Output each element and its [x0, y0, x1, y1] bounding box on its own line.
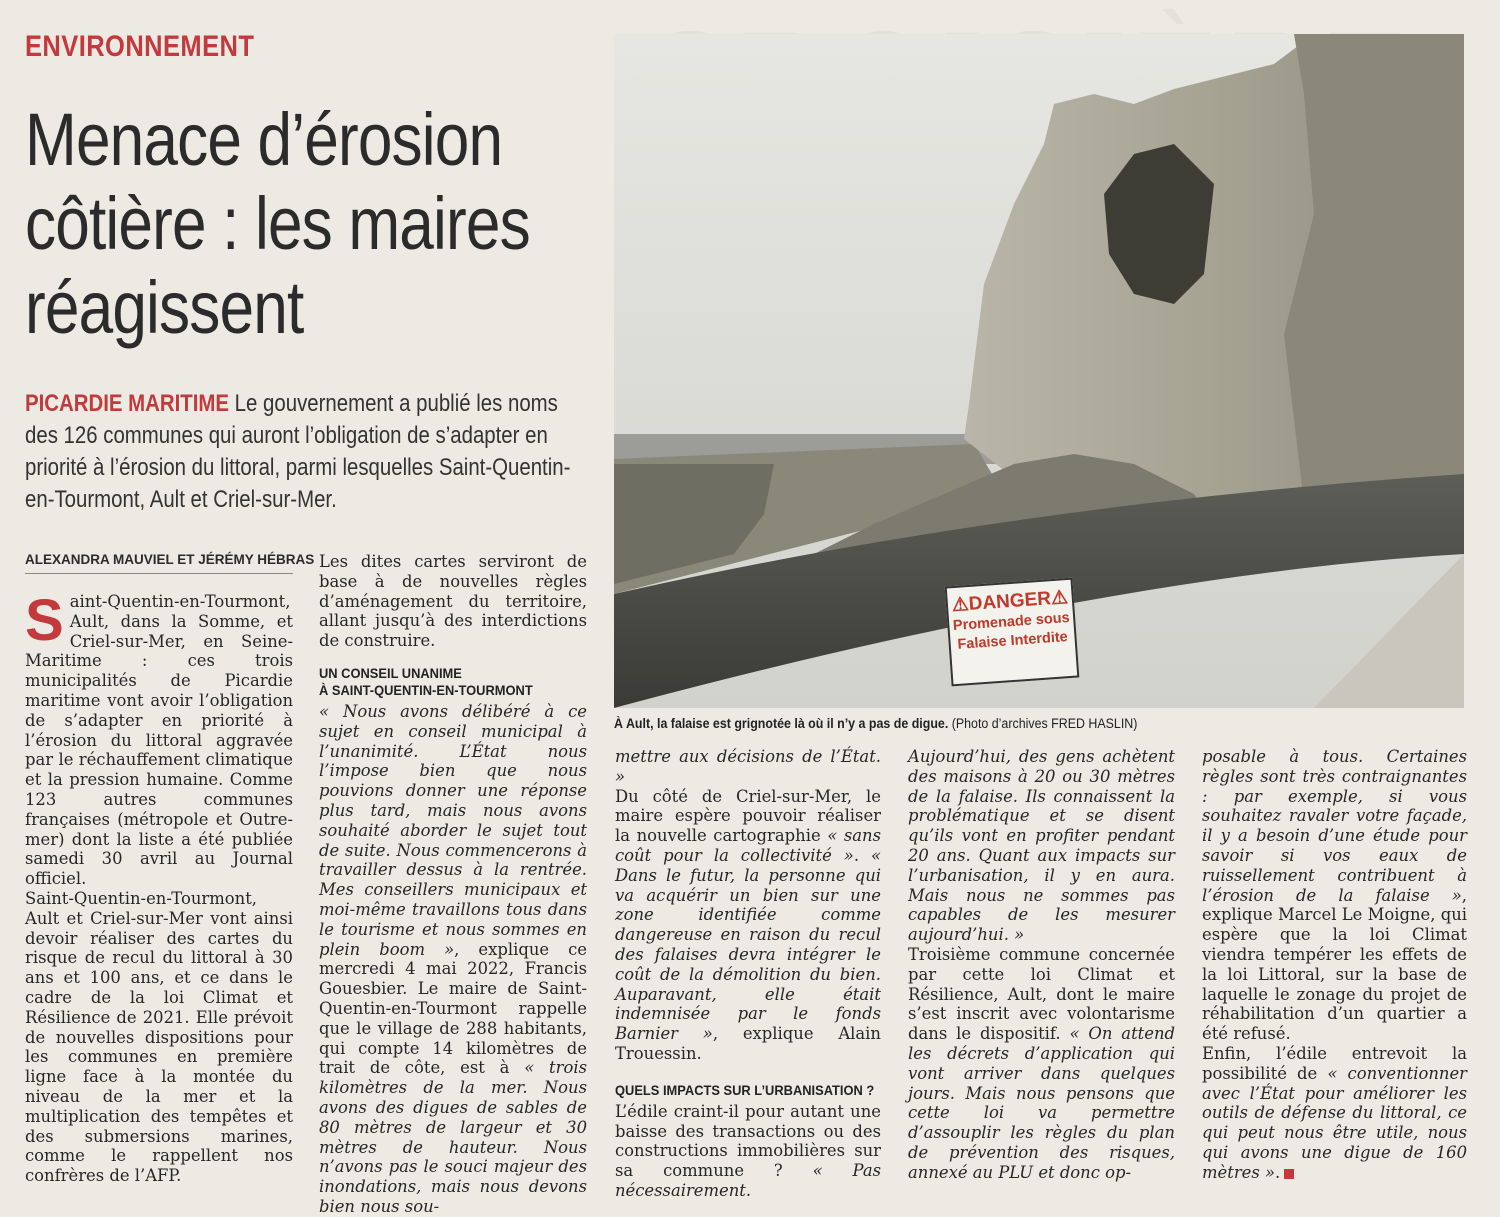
quote: posable à tous. Certaines règles sont très contraignantes : par exemple, si vous souhaitez ravaler votre façade, il y a besoin d’une étude pour savoir si vos eaux de ruissellement contribuent à l’érosion de la falaise » [1202, 747, 1467, 905]
paragraph [319, 702, 587, 1217]
danger-sign [945, 578, 1080, 687]
quote: « On attend les décrets d’application qui vont arriver dans quelques jours. Mais nous pensons que cette loi va permettre d’assouplir les règles du plan de prévention des risques, annexé au PLU et donc op- [908, 1024, 1175, 1182]
quote: « Dans le futur, la personne qui va acquérir un bien sur une zone identifiée comme dangereuse en raison du recul des falaises devra intégrer le coût de la démolition du bien. Auparavant, elle était indemnisée par le fonds Barnier » [615, 845, 882, 1044]
headline [25, 98, 529, 350]
sign-line-3: Falaise Interdite [957, 629, 1069, 653]
quote: « conventionner avec l’État pour améliorer les outils de défense du littoral, ce qui peut nous être utile, nous qui avons une digue de 160 mètres » [1202, 1063, 1468, 1182]
caption-credit: (Photo d’archives FRED HASLIN) [948, 716, 1138, 731]
paragraph-text: , explique Alain Trouessin. [615, 1024, 881, 1063]
quote: Aujourd’hui, des gens achètent des maisons à 20 ou 30 mètres de la falaise. Ils connaissent la problématique et se disent qu’ils vont en profiter pendant 20 ans. Quant aux impacts sur l’urbanisation, il y en aura. Mais nous ne sommes pas capables de les mesurer aujourd’hui. » [908, 747, 1175, 945]
byline: ALEXANDRA MAUVIEL ET JÉRÉMY HÉBRAS [25, 552, 293, 574]
paragraph [615, 747, 881, 787]
paragraph-text: , explique ce mercredi 4 mai 2022, Francis Gouesbier. Le maire de Saint-Quentin-en-Tourmont rappelle que le village de 288 habitants, qui compte 14 kilomètres de trait de côte, est à [319, 939, 587, 1078]
sign-line-1: ⚠DANGER⚠ [951, 587, 1069, 617]
masonry-wall [1284, 34, 1464, 534]
article-column-4 [908, 747, 1175, 1183]
headline-line-1: Menace d’érosion [25, 98, 503, 181]
quote: « Nous avons délibéré à ce sujet en conseil municipal à l’unanimité. L’État nous l’impose bien que nous pouvions donner une réponse plus tard, mais nous avons souhaité aborder le sujet tout de suite. Nous commencerons à travailler dessus à la rentrée. Mes conseillers municipaux et moi-même travaillons tous dans le tourisme et nous sommes en plein boom » [319, 701, 587, 959]
paragraph [25, 588, 293, 889]
paragraph-text: L’édile craint-il pour autant une baisse des transactions ou des constructions immobilières sur sa commune ? [615, 1101, 881, 1181]
quote: « trois kilomètres de la mer. Nous avons des digues de sables de 80 mètres de largeur et 30 mètres de hauteur. Nous n’avons pas le souci majeur des inondations, mais nous devons bien nous sou- [319, 1058, 588, 1216]
subheading-line-2: À SAINT-QUENTIN-EN-TOURMONT [319, 681, 533, 698]
subheading-line-1: UN CONSEIL UNANIME [319, 664, 462, 681]
paragraph-text: Enfin, l’édile entrevoit la possibilité de [1202, 1043, 1467, 1083]
article-column-5 [1202, 747, 1467, 1183]
paragraph-text: Du côté de Criel-sur-Mer, le maire espère pouvoir réaliser la nouvelle cartographie [615, 786, 881, 846]
paragraph: Les dites cartes serviront de base à de nouvelles règles d’aménagement du territoire, allant jusqu’à des interdictions de construire. [319, 552, 587, 651]
subheading: QUELS IMPACTS SUR L’URBANISATION ? [615, 1081, 875, 1098]
paragraph-text: aint-Quentin-en-Tourmont, Ault, dans la Somme, et Criel-sur-Mer, en Seine-Maritime : ces trois municipalités de Picardie maritime vont avoir l’obligation de s’adapter en priorité à l’érosion du littoral aggravée par le réchauffement climatique et la pression humaine. Comme 123 autres communes françaises (métropole et Outre-mer) dont la liste a été publiée samedi 30 avril au Journal officiel. [25, 592, 293, 889]
caption-text: À Ault, la falaise est grignotée là où il n’y a pas de digue. [614, 716, 949, 731]
drop-cap: S [25, 588, 64, 653]
paragraph [1202, 1044, 1467, 1183]
quote: « Pas nécessairement. [615, 1161, 882, 1200]
paragraph [908, 945, 1175, 1183]
paragraph-text: . [1275, 1162, 1281, 1182]
photo-caption [614, 716, 1396, 731]
paragraph: Saint-Quentin-en-Tourmont, Ault et Criel-sur-Mer vont ainsi devoir réaliser des cartes du risque de recul du littoral à 30 ans et 100 ans, et ce dans le cadre de la loi Climat et Résilience de 2021. Elle prévoit de nouvelles dispositions pour les communes en première ligne face à la montée du niveau de la mer et la multiplication des tempêtes et des submersions marines, comme le rappellent nos confrères de l’AFP. [25, 888, 293, 1186]
standfirst [25, 388, 586, 516]
paragraph-text: . [853, 845, 871, 865]
section-rubric: ENVIRONNEMENT [25, 30, 255, 63]
quote: « sans coût pour la collectivité » [615, 826, 881, 865]
subheading [319, 665, 566, 699]
paragraph-text: , explique Marcel Le Moigne, qui espère que la loi Climat viendra tempérer les effets de la loi Littoral, sur la base de laquelle le zonage du projet de réhabilitation d’un quartier a été refusé. [1202, 885, 1467, 1044]
article-column-1 [25, 588, 293, 1186]
end-of-article-mark [1284, 1169, 1294, 1179]
paragraph [1202, 747, 1467, 1044]
article-column-2 [319, 552, 587, 1217]
standfirst-text: Le gouvernement a publié les noms des 126 communes qui auront l’obligation de s’adapter en priorité à l’érosion du littoral, parmi lesquelles Saint-Quentin-en-Tourmont, Ault et Criel-sur-Mer. [25, 390, 571, 513]
headline-line-3: réagissent [25, 266, 304, 349]
paragraph [615, 787, 881, 1064]
paragraph [615, 1102, 881, 1201]
article-column-3 [615, 747, 881, 1201]
sign-line-2: Promenade sous [952, 609, 1071, 635]
paragraph-text: Troisième commune concernée par cette loi Climat et Résilience, Ault, dont le maire s’est inscrit avec volontarisme dans le dispositif. [908, 944, 1175, 1044]
quote: mettre aux décisions de l’État. » [615, 747, 881, 786]
headline-line-2: côtière : les maires [25, 182, 530, 265]
standfirst-kicker: PICARDIE MARITIME [25, 390, 229, 417]
paragraph [908, 747, 1175, 945]
